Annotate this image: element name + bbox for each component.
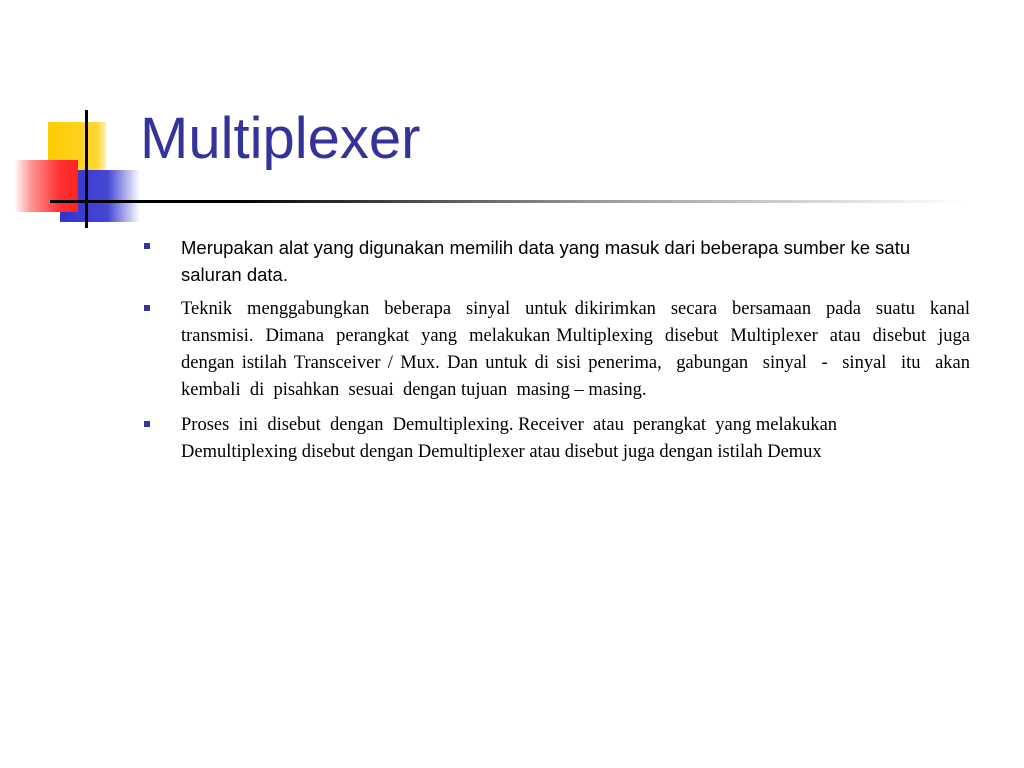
bullet-text: Teknik menggabungkan beberapa sinyal untuk dikirimkan secara bersamaan pada suatu kanal transmisi. Dimana perangkat yang melakukan Multiplexing disebut Multiplexer atau disebut juga dengan istilah Transceiver / Mux. Dan untuk di sisi penerima, gabungan sinyal - sinyal itu akan kembali di pisahkan sesuai dengan tujuan masing – masing.: [181, 299, 975, 400]
bullet-item: [140, 296, 975, 404]
bullet-text: Proses ini disebut dengan Demultiplexing. Receiver atau perangkat yang melakukan Demultiplexing disebut dengan Demultiplexer atau disebut juga dengan istilah Demux: [181, 415, 842, 462]
title-underline: [50, 200, 965, 203]
bullet-square-icon: [144, 421, 150, 427]
vertical-line: [85, 110, 88, 228]
bullet-item: [140, 412, 970, 466]
bullet-item: [140, 234, 970, 288]
bullet-square-icon: [144, 243, 150, 249]
slide-title: Multiplexer: [140, 106, 421, 171]
red-square: [14, 160, 78, 212]
bullet-list: [140, 234, 975, 474]
bullet-square-icon: [144, 305, 150, 311]
bullet-text: Merupakan alat yang digunakan memilih data yang masuk dari beberapa sumber ke satu saluran data.: [181, 237, 911, 285]
